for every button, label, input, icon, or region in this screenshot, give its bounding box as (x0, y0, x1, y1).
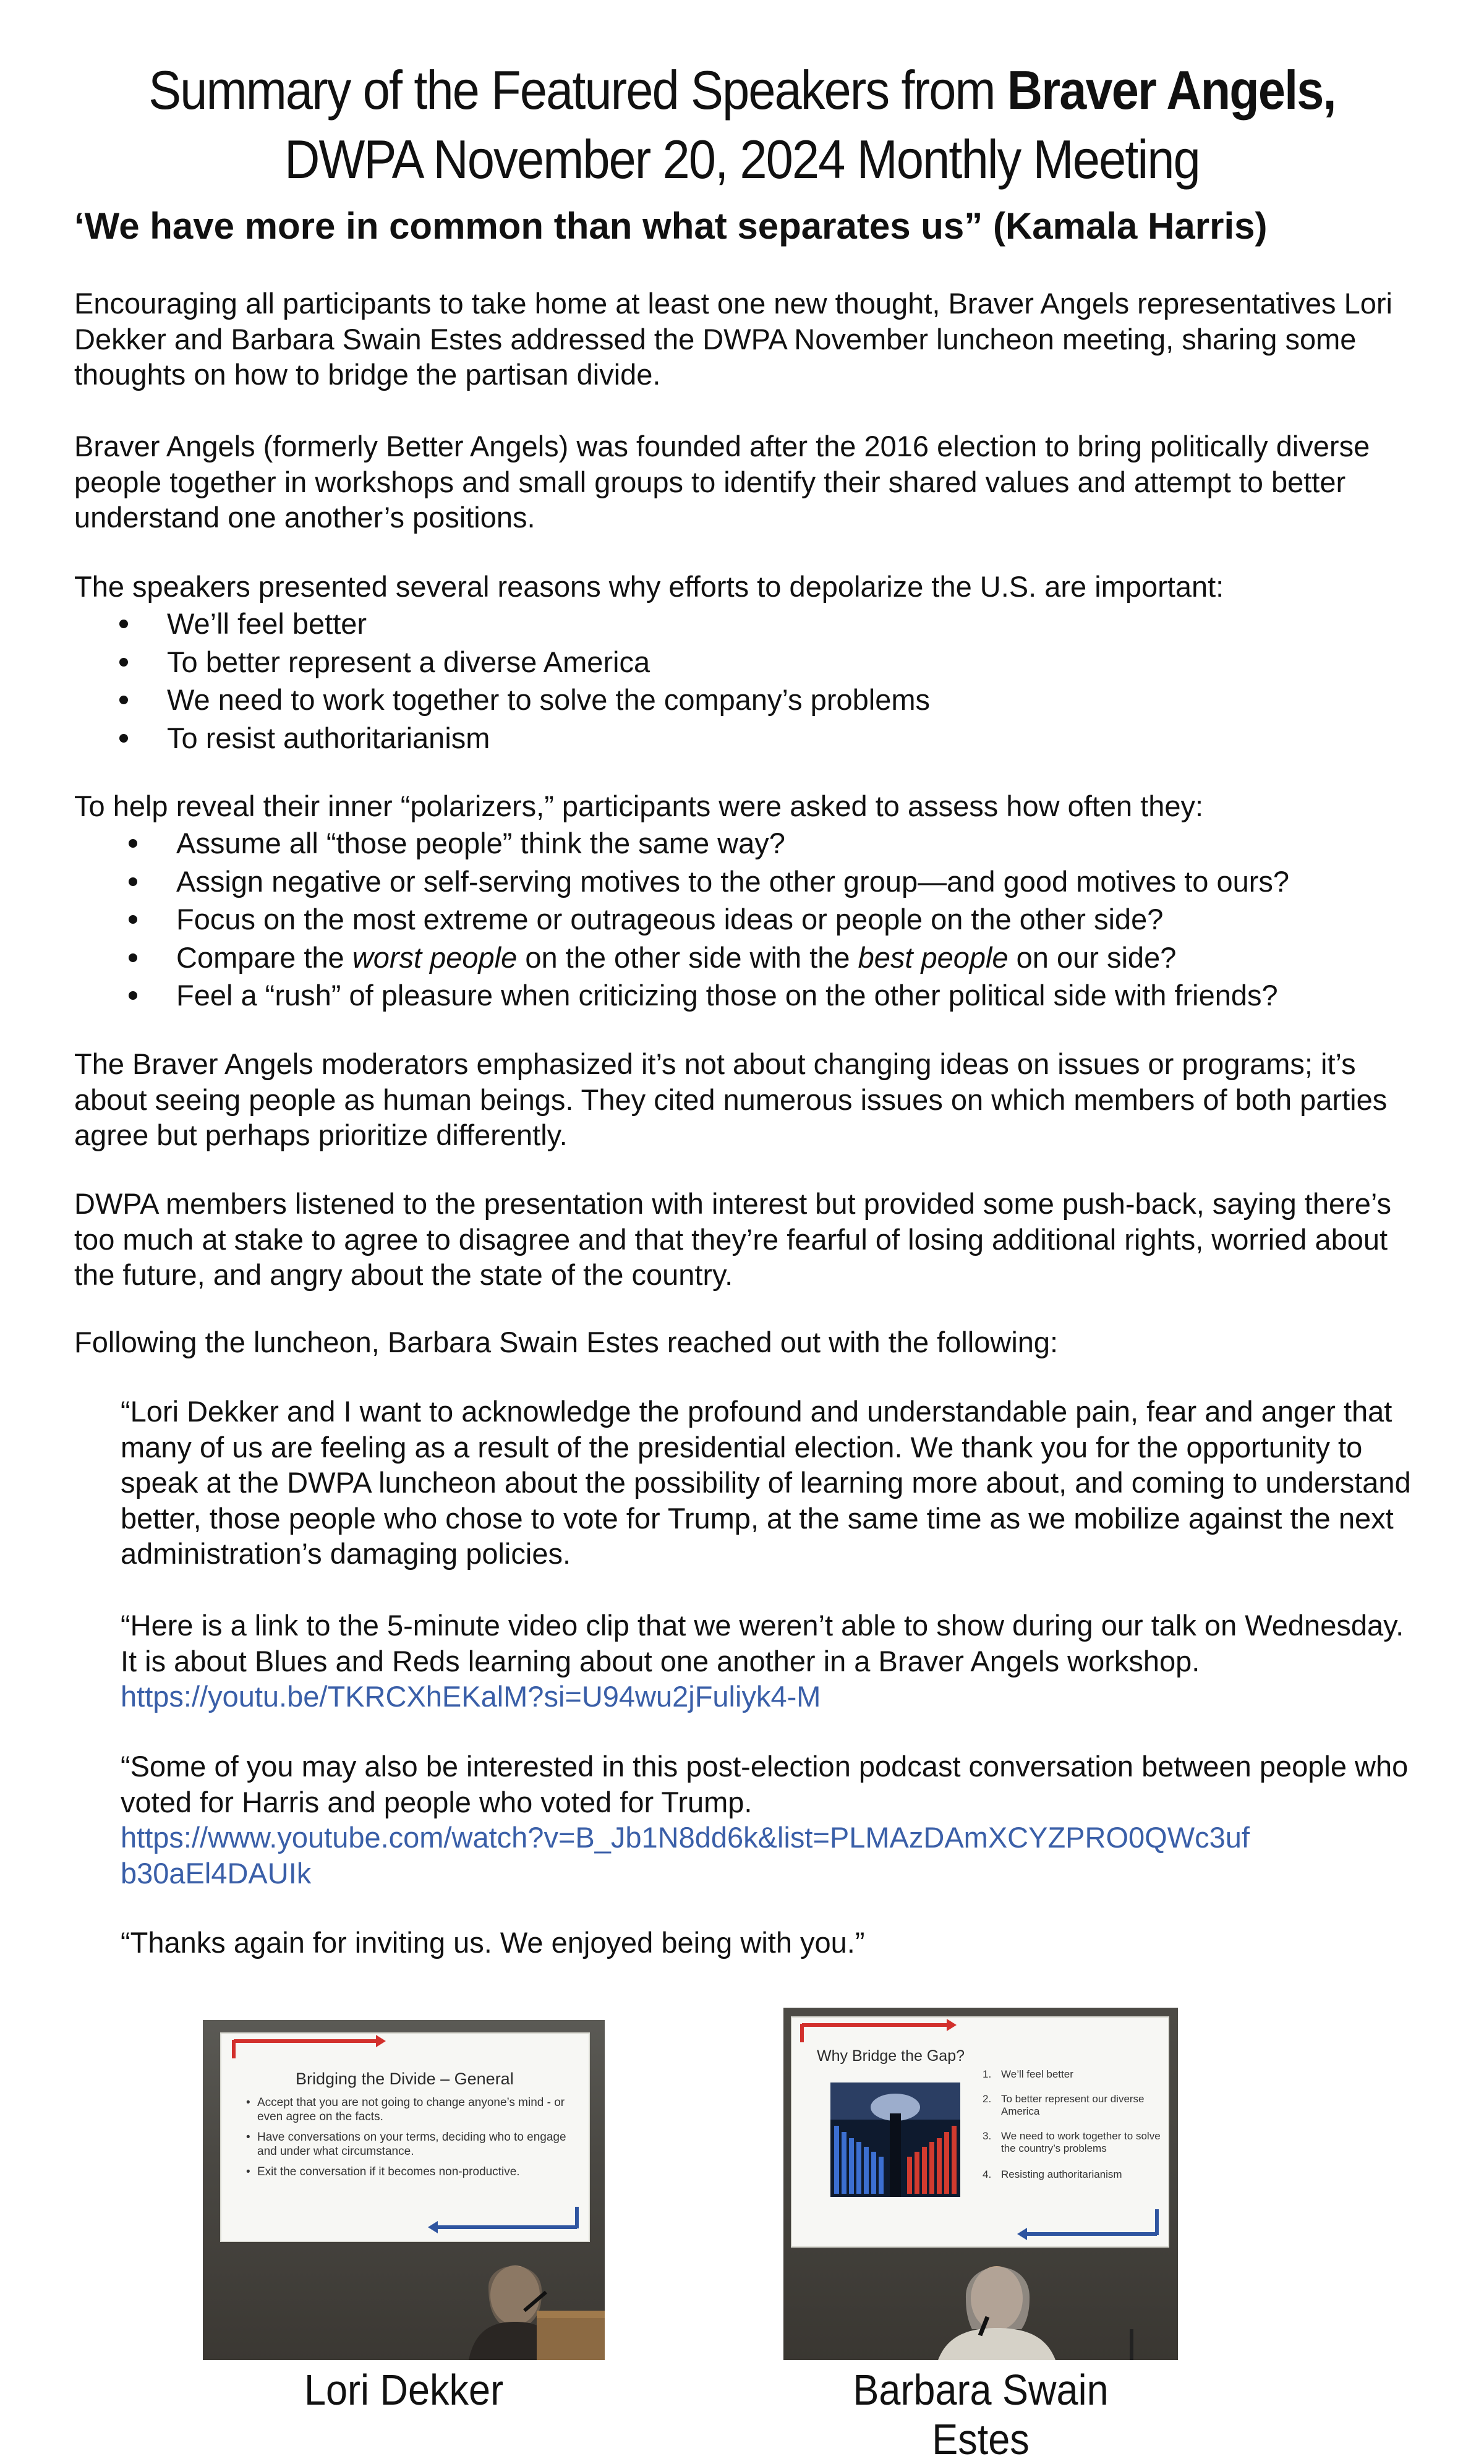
slide-bullet-icon: • (246, 2165, 250, 2178)
video-link[interactable]: https://youtu.be/TKRCXhEKalM?si=U94wu2jFuliyk4-M (121, 1680, 821, 1713)
list-item: Assume all “those people” think the same way? (176, 824, 1289, 863)
bullet-icon (129, 877, 137, 886)
slide-bullet: • Exit the conversation if it becomes non-productive. (246, 2165, 520, 2178)
reasons-intro-paragraph: The speakers presented several reasons why efforts to depolarize the U.S. are important: (74, 570, 1224, 603)
bullet-icon (119, 620, 128, 628)
list-item: Feel a “rush” of pleasure when criticizing those on the other political side with friends? (176, 976, 1289, 1015)
speaker-figure-icon (783, 2008, 1178, 2360)
list-item: We need to work together to solve the company’s problems (167, 681, 930, 719)
speaker-figure-icon (203, 2020, 605, 2360)
photo-caption-right: Barbara Swain Estes (853, 2366, 1109, 2463)
list-item: Focus on the most extreme or outrageous ideas or people on the other side? (176, 900, 1289, 939)
following-paragraph: Following the luncheon, Barbara Swain Estes reached out with the following: (74, 1326, 1059, 1358)
slide-item: 2. To better represent our diverse America (983, 2093, 1145, 2117)
slide-title: Bridging the Divide – General (296, 2070, 514, 2088)
slide-bullet-icon: • (246, 2096, 250, 2109)
photo-barbara-swain-estes (783, 2008, 1178, 2360)
bullet-icon (129, 953, 137, 962)
bullet-icon (119, 696, 128, 704)
quote-block-3: “Some of you may also be interested in this post-election podcast conversation between people who voted for Harris and people who voted for Trump. https://www.youtube.com/watch?v=B_Jb1N8dd6k&list=PLMAzDAmXCYZPRO0QWc3uf b30aEl4DAUIk (121, 1750, 1409, 1890)
reasons-list (167, 605, 930, 757)
list-item: Assign negative or self-serving motives to the other group—and good motives to ours? (176, 863, 1289, 901)
slide-item: 3. We need to work together to solve the country’s problems (983, 2130, 1161, 2154)
photo-caption-left: Lori Dekker (304, 2366, 504, 2414)
slide-bullet: • Accept that you are not going to change anyone’s mind - or even agree on the facts. (246, 2096, 565, 2123)
document-title-line1: Summary of the Featured Speakers from Braver Angels, (148, 59, 1336, 121)
polarizers-list (176, 824, 1289, 1015)
document-title-line2: DWPA November 20, 2024 Monthly Meeting (284, 129, 1200, 190)
polarizers-intro-paragraph: To help reveal their inner “polarizers,” participants were asked to assess how often they: (74, 790, 1204, 822)
list-item: To resist authoritarianism (167, 719, 930, 757)
slide-item: 1. We’ll feel better (983, 2068, 1073, 2080)
slide-item: 4. Resisting authoritarianism (983, 2168, 1122, 2180)
slide-title: Why Bridge the Gap? (817, 2047, 965, 2065)
list-item: To better represent a diverse America (167, 643, 930, 681)
intro-paragraph: Encouraging all participants to take home at least one new thought, Braver Angels representatives Lori Dekker and Barbara Swain Estes addressed the DWPA November luncheon meeting, sharing some thoughts on how to bridge the partisan divide. (74, 287, 1392, 391)
slide-bullet: • Have conversations on your terms, deciding who to engage and under what circumstance. (246, 2131, 566, 2158)
bullet-icon (129, 991, 137, 1000)
bullet-icon (119, 734, 128, 743)
bullet-icon (129, 915, 137, 924)
founding-paragraph: Braver Angels (formerly Better Angels) was founded after the 2016 election to bring politically diverse people together in workshops and small groups to identify their shared values and attempt to better understand one another’s positions. (74, 430, 1370, 534)
bullet-icon (119, 658, 128, 667)
slide-bullet-icon: • (246, 2131, 250, 2144)
subtitle-quote: ‘We have more in common than what separates us” (Kamala Harris) (74, 205, 1268, 247)
photo-lori-dekker (203, 2020, 605, 2360)
list-item: We’ll feel better (167, 605, 930, 643)
pushback-paragraph: DWPA members listened to the presentation with interest but provided some push-back, saying there’s too much at stake to agree to disagree and that they’re fearful of losing additional rights, worried about the future, and angry about the state of the country. (74, 1187, 1392, 1291)
quote-block-2: “Here is a link to the 5-minute video clip that we weren’t able to show during our talk on Wednesday. It is about Blues and Reds learning about one another in a Braver Angels workshop. https://youtu.be/TKRCXhEKalM?si=U94wu2jFuliyk4-M (121, 1609, 1404, 1713)
podcast-link[interactable]: https://www.youtube.com/watch?v=B_Jb1N8dd6k&list=PLMAzDAmXCYZPRO0QWc3uf b30aEl4DAUIk (121, 1821, 1250, 1890)
list-item: Compare the worst people on the other side with the best people on our side? (176, 939, 1289, 977)
quote-block-1: “Lori Dekker and I want to acknowledge the profound and understandable pain, fear and anger that many of us are feeling as a result of the presidential election. We thank you for the opportunity to speak at the DWPA luncheon about the possibility of learning more about, and coming to understand better, those people who chose to vote for Trump, at the same time as we mobilize against the next administration’s damaging policies. (121, 1395, 1411, 1570)
title-bold-org: Braver Angels, (1007, 59, 1336, 121)
quote-block-4: “Thanks again for inviting us. We enjoyed being with you.” (121, 1926, 865, 1959)
moderators-paragraph: The Braver Angels moderators emphasized it’s not about changing ideas on issues or programs; it’s about seeing people as human beings. They cited numerous issues on which members of both parties agree but perhaps prioritize differently. (74, 1047, 1388, 1151)
bullet-icon (129, 839, 137, 848)
